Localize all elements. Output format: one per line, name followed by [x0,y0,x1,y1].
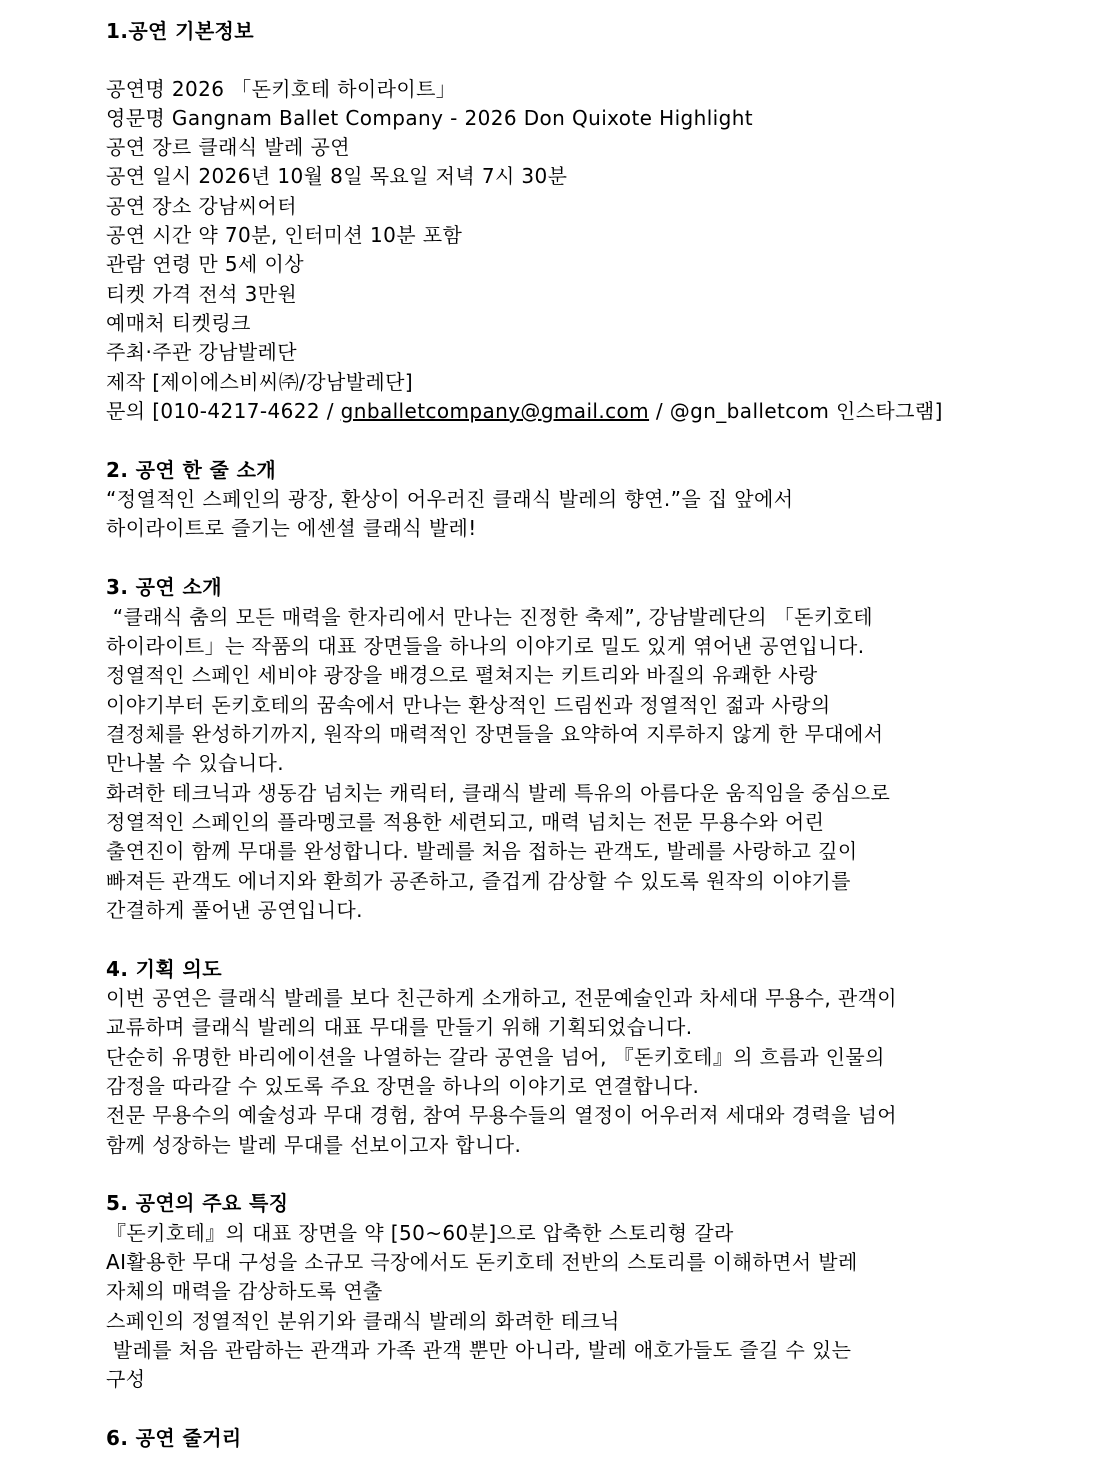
paragraph-line: 빠져든 관객도 에너지와 환희가 공존하고, 즐겁게 감상할 수 있도록 원작의 이야기를 [106,869,851,893]
paragraph-line: AI활용한 무대 구성을 소규모 극장에서도 돈키호테 전반의 스토리를 이해하면서 발레 [106,1250,858,1274]
paragraph-line: “클래식 춤의 모든 매력을 한자리에서 만나는 진정한 축제”, 강남발레단의 「돈키호테 [106,605,874,629]
paragraph-line: “정열적인 스페인의 광장, 환상이 어우러진 클래식 발레의 향연.”을 집 앞에서 [106,487,794,511]
paragraph-line: 감정을 따라갈 수 있도록 주요 장면을 하나의 이야기로 연결합니다. [106,1074,700,1098]
paragraph-line: 자체의 매력을 감상하도록 연출 [106,1279,383,1303]
info-line-date: 공연 일시 2026년 10월 8일 목요일 저녁 7시 30분 [106,164,568,188]
info-line-production: 제작 [제이에스비씨㈜/강남발레단] [106,370,414,394]
paragraph-line: 하이라이트」는 작품의 대표 장면들을 하나의 이야기로 밀도 있게 엮어낸 공연입니다. [106,634,865,658]
contact-suffix: / @gn_balletcom 인스타그램] [649,399,943,423]
info-line-host: 주최·주관 강남발레단 [106,340,297,364]
paragraph-line: 발레를 처음 관람하는 관객과 가족 관객 뿐만 아니라, 발레 애호가들도 즐길 수 있는 [106,1338,852,1362]
paragraph-line: 결정체를 완성하기까지, 원작의 매력적인 장면들을 요약하여 지루하지 않게 한 무대에서 [106,722,884,746]
paragraph-line: 정열적인 스페인의 플라멩코를 적용한 세련되고, 매력 넘치는 전문 무용수와 어린 [106,810,825,834]
section-4-heading: 4. 기획 의도 [106,957,222,981]
info-line-price: 티켓 가격 전석 3만원 [106,282,298,306]
section-5-heading: 5. 공연의 주요 특징 [106,1191,289,1215]
contact-email-link[interactable]: gnballetcompany@gmail.com [340,399,650,423]
paragraph-line: 이번 공연은 클래식 발레를 보다 친근하게 소개하고, 전문예술인과 차세대 무용수, 관객이 [106,986,898,1010]
paragraph-line: 출연진이 함께 무대를 완성합니다. 발레를 처음 접하는 관객도, 발레를 사랑하고 깊이 [106,839,858,863]
info-line-ticketing: 예매처 티켓링크 [106,311,251,335]
paragraph-line: 화려한 테크닉과 생동감 넘치는 캐릭터, 클래식 발레 특유의 아름다운 움직임을 중심으로 [106,781,891,805]
section-2-heading: 2. 공연 한 줄 소개 [106,458,277,482]
paragraph-line: 전문 무용수의 예술성과 무대 경험, 참여 무용수들의 열정이 어우러져 세대와 경력을 넘어 [106,1103,898,1127]
paragraph-line: 간결하게 풀어낸 공연입니다. [106,898,363,922]
info-line-age: 관람 연령 만 5세 이상 [106,252,304,276]
paragraph-line: 『돈키호테』의 대표 장면을 약 [50~60분]으로 압축한 스토리형 갈라 [106,1221,734,1245]
info-line-venue: 공연 장소 강남씨어터 [106,194,297,218]
paragraph-line: 구성 [106,1367,146,1391]
info-line-title: 공연명 2026 「돈키호테 하이라이트」 [106,77,457,101]
paragraph-line: 만나볼 수 있습니다. [106,751,285,775]
info-line-duration: 공연 시간 약 70분, 인터미션 10분 포함 [106,223,463,247]
info-line-contact [106,397,943,426]
contact-prefix: 문의 [010-4217-4622 / [106,399,341,423]
paragraph-line: 정열적인 스페인 세비야 광장을 배경으로 펼쳐지는 키트리와 바질의 유쾌한 사랑 [106,663,818,687]
section-3-heading: 3. 공연 소개 [106,575,222,599]
section-6-heading: 6. 공연 줄거리 [106,1426,242,1450]
section-1-heading: 1.공연 기본정보 [106,19,254,43]
paragraph-line: 하이라이트로 즐기는 에센셜 클래식 발레! [106,516,477,540]
info-line-genre: 공연 장르 클래식 발레 공연 [106,135,350,159]
paragraph-line: 교류하며 클래식 발레의 대표 무대를 만들기 위해 기획되었습니다. [106,1015,693,1039]
paragraph-line: 단순히 유명한 바리에이션을 나열하는 갈라 공연을 넘어, 『돈키호테』의 흐름과 인물의 [106,1045,885,1069]
info-line-english-title: 영문명 Gangnam Ballet Company - 2026 Don Quixote Highlight [106,106,754,130]
paragraph-line: 이야기부터 돈키호테의 꿈속에서 만나는 환상적인 드림씬과 정열적인 젊과 사랑의 [106,693,831,717]
paragraph-line: 스페인의 정열적인 분위기와 클래식 발레의 화려한 테크닉 [106,1309,620,1333]
paragraph-line: 함께 성장하는 발레 무대를 선보이고자 합니다. [106,1133,522,1157]
